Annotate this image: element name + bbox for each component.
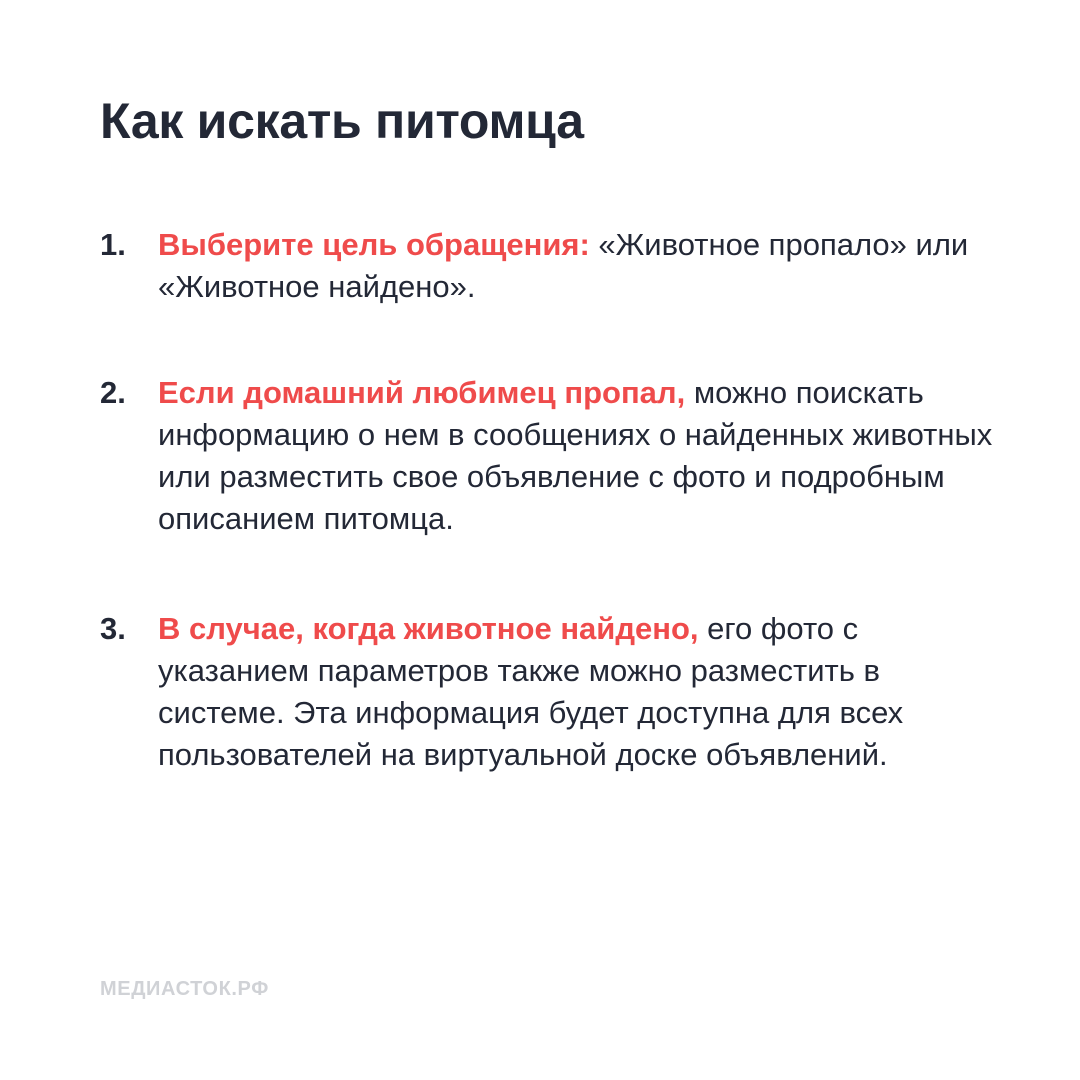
step-number: 3. bbox=[100, 611, 126, 646]
step-highlight: Если домашний любимец пропал, bbox=[158, 375, 686, 410]
step-text bbox=[158, 608, 1000, 776]
step-item bbox=[100, 372, 1000, 540]
step-number: 1. bbox=[100, 227, 126, 262]
step-text bbox=[158, 372, 1000, 540]
page-title: Как искать питомца bbox=[100, 93, 584, 149]
step-item bbox=[100, 608, 1000, 776]
step-highlight: В случае, когда животное найдено, bbox=[158, 611, 699, 646]
steps-list bbox=[100, 224, 1000, 776]
step-body: «Животное пропало» или «Животное найдено». bbox=[158, 227, 969, 304]
step-body: его фото с указанием параметров также можно разместить в системе. Эта информация будет доступна для всех пользователей на виртуальной доске объявлений. bbox=[158, 611, 904, 772]
step-highlight: Выберите цель обращения: bbox=[158, 227, 590, 262]
footer-brand: МЕДИАСТОК.РФ bbox=[100, 978, 269, 1000]
step-text bbox=[158, 224, 1000, 308]
step-item bbox=[100, 224, 1000, 308]
step-body: можно поискать информацию о нем в сообщениях о найденных животных или разместить свое объявление с фото и подробным описанием питомца. bbox=[158, 375, 993, 536]
step-number: 2. bbox=[100, 375, 126, 410]
